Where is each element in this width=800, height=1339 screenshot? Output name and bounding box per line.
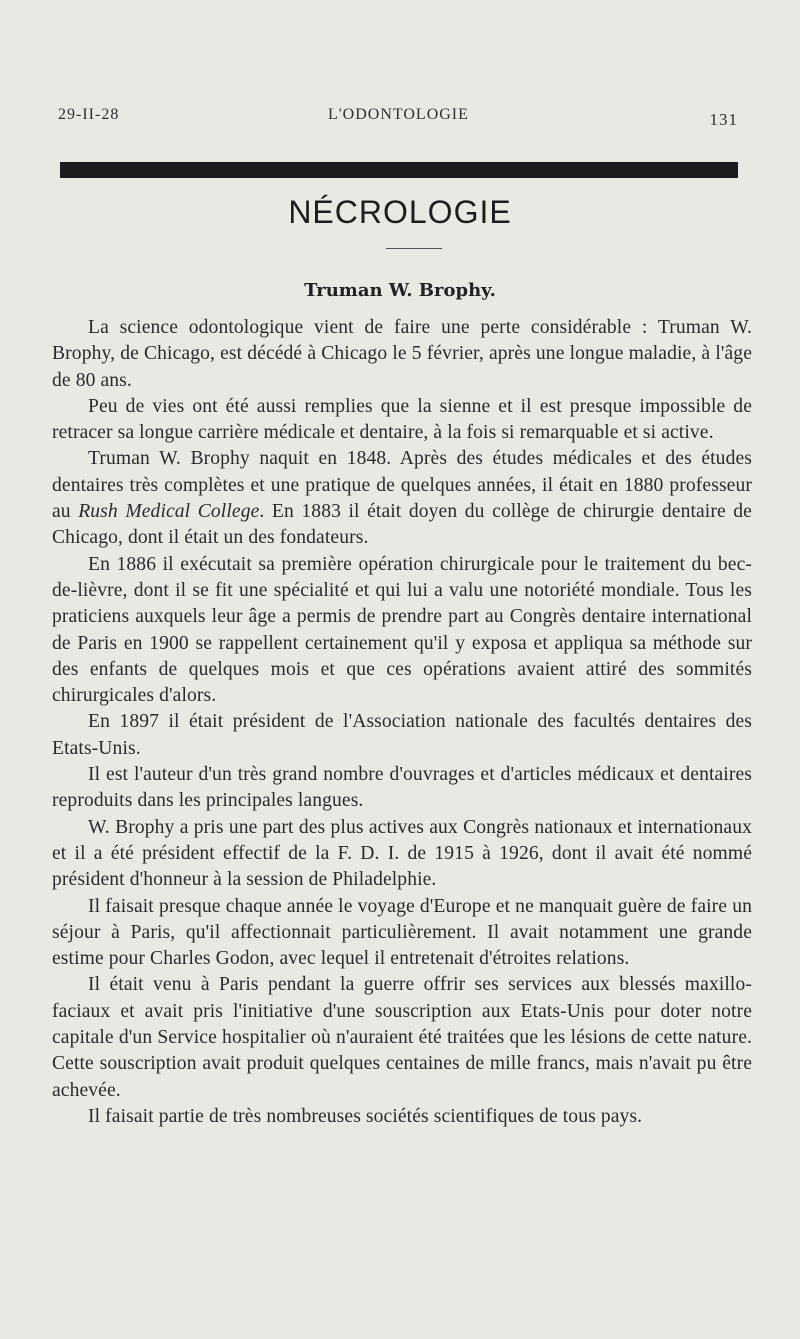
paragraph-4: En 1886 il exécutait sa première opération chirurgicale pour le traitement du bec-de-lièvre, dont il se fit une spécialité et qui lui a valu une notoriété mondiale. Tous les praticiens auxquels leur âge a permis de prendre part au Congrès dentaire international de Paris en 1900 se rappellent certainement qu'il y exposa et appliqua sa méthode sur des enfants de quelques mois et que ces opérations avaient attiré des sommités chirurgicales d'alors. [52,553,752,707]
paragraph-5: En 1897 il était président de l'Association nationale des facultés dentaires des Etats-Unis. [52,711,752,759]
paragraph-3-text-after: . En 1883 il était doyen du collège de chirurgie dentaire de Chicago, dont il était un des fondateurs. [52,501,752,549]
journal-name: L'ODONTOLOGIE [328,106,469,123]
obituary-subject: Truman W. Brophy. [304,280,496,301]
paragraph-10: Il faisait partie de très nombreuses sociétés scientifiques de tous pays. [88,1105,643,1127]
title-divider [386,248,442,249]
paragraph-9: Il était venu à Paris pendant la guerre offrir ses services aux blessés maxillo-faciaux et avait pris l'initiative d'une souscription aux Etats-Unis pour doter notre capitale d'un Service hospitalier où n'auraient été traitées que les lésions de cette nature. Cette souscription avait produit quelques centaines de mille francs, mais n'avait pu être achevée. [52,974,752,1101]
college-name: Rush Medical College [78,501,260,523]
paragraph-3-text-before: Truman W. Brophy naquit en 1848. Après des études médicales et des études dentaires très complètes et une pratique de quelques années, il était en 1880 professeur au [52,448,752,523]
page-number: 131 [709,110,738,129]
issue-date: 29-II-28 [58,106,120,123]
running-head [58,104,738,130]
decorative-rule [60,162,738,178]
paragraph-6: Il est l'auteur d'un très grand nombre d'ouvrages et d'articles médicaux et dentaires reproduits dans les principales langues. [52,764,752,812]
paragraph-7: W. Brophy a pris une part des plus actives aux Congrès nationaux et internationaux et il a été président effectif de la F. D. I. de 1915 à 1926, dont il avait été nommé président d'honneur à la session de Philadelphie. [52,816,752,891]
paragraph-2: Peu de vies ont été aussi remplies que la sienne et il est presque impossible de retracer sa longue carrière médicale et dentaire, à la fois si remarquable et si active. [52,395,752,444]
section-title: NÉCROLOGIE [288,194,512,230]
paragraph-3 [52,446,752,551]
paragraph-1: La science odontologique vient de faire une perte considérable : Truman W. Brophy, de Chicago, est décédé à Chicago le 5 février, après une longue maladie, à l'âge de 80 ans. [52,317,752,391]
article-body [52,315,752,1130]
paragraph-8: Il faisait presque chaque année le voyage d'Europe et ne manquait guère de faire un séjour à Paris, qu'il affectionnait particulièrement. Il avait notamment une grande estime pour Charles Godon, avec lequel il entretenait d'étroites relations. [52,895,752,970]
